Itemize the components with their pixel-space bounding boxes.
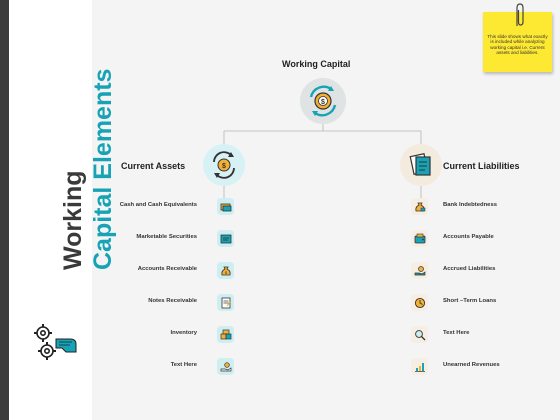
right-branch-label: Current Liabilities [443,161,520,171]
magnifier-icon [411,326,428,343]
svg-text:$: $ [222,163,226,170]
slide-title-line1: Working [59,170,87,270]
root-node [300,78,346,124]
paperclip-icon [513,2,525,28]
svg-text:$: $ [224,269,227,275]
coin-hand-icon [411,262,428,279]
gears-hand-icon [32,322,78,362]
documents-icon [406,150,436,180]
wallet-icon [411,230,428,247]
note-icon [217,294,234,311]
inventory-icon [217,326,234,343]
svg-text:$: $ [321,99,325,106]
cash-icon [217,198,234,215]
money-bag-icon [217,262,234,279]
liability-item-label: Bank Indebtedness [443,202,498,208]
liability-item-label: Unearned Revenues [443,362,500,368]
liability-item-label: Text Here [443,330,470,336]
left-branch-node [203,144,245,186]
sticky-note-text: This slide shows what exactly is included while analyzing working capital i.e. Current assets and liabilities. [487,34,548,56]
root-node-label: Working Capital [282,59,351,69]
asset-item-label: Inventory [170,330,197,336]
clock-icon [411,294,428,311]
bank-bag-icon [411,198,428,215]
liability-item-label: Short –Term Loans [443,298,497,304]
liability-item-label: Accrued Liabilities [443,266,496,272]
liability-item-label: Accounts Payable [443,234,494,240]
asset-item-label: Notes Receivable [148,298,197,304]
asset-item-label: Accounts Receivable [137,266,197,272]
right-branch-node [400,144,442,186]
securities-icon [217,230,234,247]
asset-item-label: Cash and Cash Equivalents [119,202,197,208]
dollar-gear-icon [305,83,341,119]
left-branch-label: Current Assets [121,161,186,171]
dollar-cycle-icon [209,150,239,180]
bar-chart-icon [411,358,428,375]
hand-icon [217,358,234,375]
asset-item-label: Text Here [170,362,197,368]
left-accent-bar [0,0,9,420]
slide-title-line2: Capital Elements [89,68,117,270]
asset-item-label: Marketable Securities [136,234,197,240]
